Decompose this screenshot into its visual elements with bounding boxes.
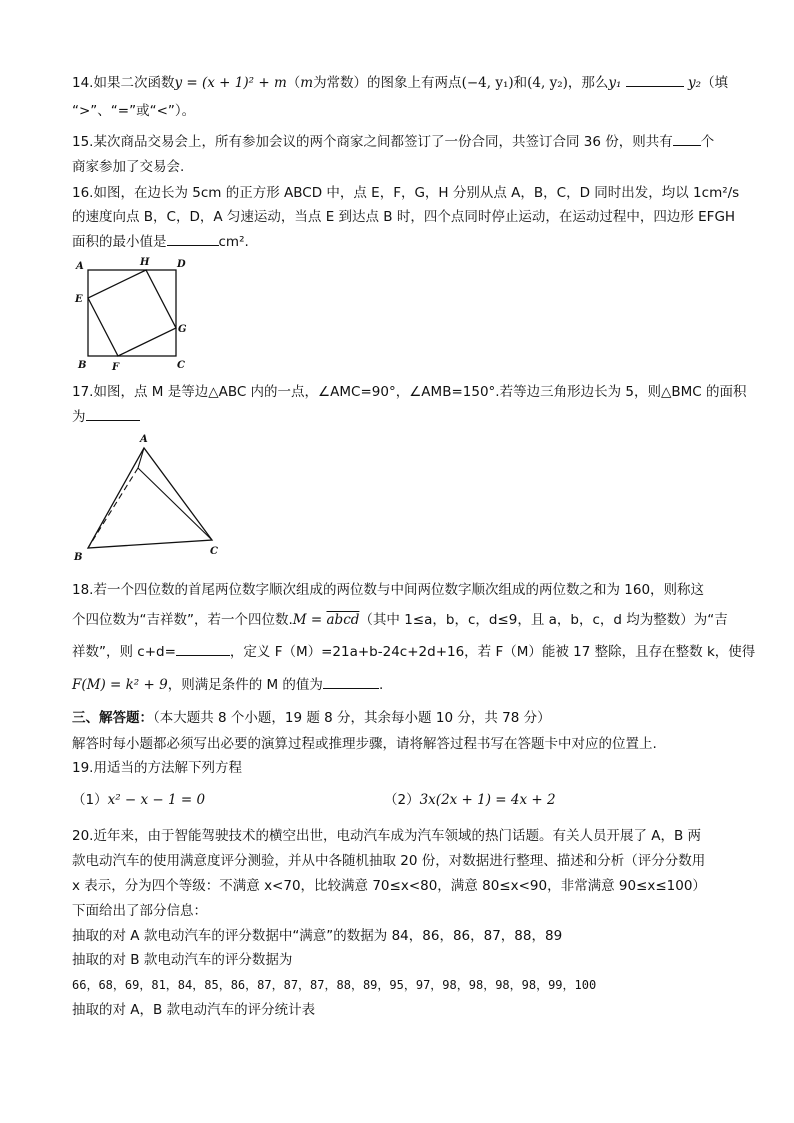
label-c: C [210, 546, 218, 557]
q15-line-1 [72, 131, 714, 152]
q14-y1: y₁ [608, 75, 622, 91]
q19-part-2-label: （2） [384, 792, 420, 808]
triangle-abc [88, 448, 212, 548]
label-g: G [178, 324, 187, 335]
q18-answer-blank-2[interactable] [323, 674, 379, 689]
q18-line-3 [72, 641, 755, 662]
q18-answer-blank-1[interactable] [176, 641, 230, 656]
section-3-header [72, 708, 551, 728]
label-c: C [177, 360, 185, 371]
q20-line-5: 抽取的对 A 款电动汽车的评分数据中“满意”的数据为 84，86，86，87，88，89 [72, 928, 563, 944]
q18-text-5: ，则满足条件的 M 的值为 [167, 677, 323, 693]
q14-text-3: ，那么 [567, 75, 609, 91]
q16-text: 面积的最小值是 [72, 234, 167, 250]
q14-and: 和 [513, 75, 528, 91]
q19-part-2 [384, 790, 556, 810]
q20-line-4: 下面给出了部分信息： [72, 903, 207, 919]
q16-line-2: 的速度向点 B，C，D，A 匀速运动，当点 E 到达点 B 时，四个点同时停止运动，在运动过程中，四边形 EFGH [72, 209, 736, 225]
label-e: E [75, 294, 83, 305]
q14-formula: y = (x + 1)² + m [174, 75, 287, 91]
q17-answer-blank[interactable] [86, 406, 140, 421]
q14-answer-blank[interactable] [626, 72, 684, 87]
q15-line-2: 商家参加了交易会. [72, 159, 185, 175]
q15-text-end: 个 [700, 134, 715, 150]
q18-text-2: （其中 1≤a，b，c，d≤9，且 a，b，c，d 均为整数）为“吉 [359, 612, 728, 628]
q14-line-1 [72, 72, 728, 93]
q14-fill-hint: （填 [701, 75, 729, 91]
label-a: A [76, 261, 84, 272]
q20-line-3: x 表示，分为四个等级：不满意 x<70，比较满意 70≤x<80，满意 80≤x<90，非常满意 90≤x≤100） [72, 878, 706, 894]
q16-square-figure [70, 252, 200, 374]
label-f: F [112, 362, 120, 373]
q18-formula: F(M) = k² + 9 [72, 677, 168, 693]
square-abcd [88, 270, 176, 356]
q18-text-3: 祥数”，则 c+d= [72, 644, 176, 660]
q14-line-2: “>”、“=”或“<”）。 [72, 103, 196, 119]
q19-part-1 [72, 790, 205, 810]
quadrilateral-efgh [88, 270, 176, 356]
q18-line-1: 18.若一个四位数的首尾两位数字顺次组成的两位数与中间两位数字顺次组成的两位数之和为 160，则称这 [72, 582, 705, 598]
label-b: B [74, 552, 83, 563]
q20-line-8: 抽取的对 A，B 款电动汽车的评分统计表 [72, 1002, 316, 1018]
q18-abcd: abcd [326, 612, 360, 628]
q18-line-2 [72, 610, 728, 630]
q17-line-2 [72, 406, 140, 427]
q14-paren: （ [286, 75, 301, 91]
q17-triangle-figure [66, 428, 236, 568]
q14-text-2: 为常数）的图象上有两点 [313, 75, 462, 91]
q17-line-1: 17.如图，点 M 是等边△ABC 内的一点，∠AMC=90°，∠AMB=150°.若等边三角形边长为 5，则△BMC 的面积 [72, 384, 747, 400]
segment-bm [88, 468, 138, 548]
q16-unit: cm². [218, 234, 249, 250]
q18-text: 个四位数为“吉祥数”，若一个四位数. [72, 612, 293, 628]
label-h: H [140, 257, 150, 268]
q19-equation-2: 3x(2x + 1) = 4x + 2 [419, 792, 556, 808]
q20-data-list: 66，68，69，81，84，85，86，87，87，87，88，89，95，97，98，98，98，98，99，100 [72, 978, 597, 992]
q18-line-4 [72, 674, 383, 695]
q19-title: 19.用适当的方法解下列方程 [72, 760, 242, 776]
q15-text: 15.某次商品交易会上，所有参加会议的两个商家之间都签订了一份合同，共签订合同 36 份，则共有 [72, 134, 673, 150]
q17-text: 为 [72, 409, 86, 425]
q14-point-2: (4, y₂) [527, 75, 568, 91]
q15-answer-blank[interactable] [673, 131, 701, 146]
q19-part-1-label: （1） [72, 792, 108, 808]
q20-line-2: 款电动汽车的使用满意度评分测验，并从中各随机抽取 20 份，对数据进行整理、描述和分析（评分分数用 [72, 853, 706, 869]
q14-y2: y₂ [688, 75, 702, 91]
label-d: D [177, 259, 186, 270]
q16-answer-blank[interactable] [167, 231, 219, 246]
q19-equation-1: x² − x − 1 = 0 [107, 792, 206, 808]
q14-text: 14.如果二次函数 [72, 75, 175, 91]
q14-point-1: (−4, y₁) [461, 75, 514, 91]
segment-cm [138, 468, 212, 540]
q18-m-equals: M = [292, 612, 327, 628]
q18-text-4: ，定义 F（M）=21a+b-24c+2d+16，若 F（M）能被 17 整除，且存在整数 k，使得 [229, 644, 756, 660]
section-3-title: 三、解答题： [72, 710, 153, 726]
section-3-note: （本大题共 8 个小题，19 题 8 分，其余每小题 10 分，共 78 分） [153, 710, 551, 726]
q16-line-3 [72, 231, 249, 252]
q16-line-1: 16.如图，在边长为 5cm 的正方形 ABCD 中，点 E，F，G，H 分别从点 A，B，C，D 同时出发，均以 1cm²/s [72, 185, 740, 201]
q18-period: . [378, 677, 384, 693]
label-b: B [78, 360, 87, 371]
q20-line-1: 20.近年来，由于智能驾驶技术的横空出世，电动汽车成为汽车领域的热门话题。有关人员开展了 A，B 两 [72, 828, 702, 844]
section-3-instruction: 解答时每小题都必须写出必要的演算过程或推理步骤，请将解答过程书写在答题卡中对应的位置上. [72, 736, 657, 752]
q20-line-6: 抽取的对 B 款电动汽车的评分数据为 [72, 952, 293, 968]
label-a: A [140, 434, 148, 445]
q14-m-var: m [300, 75, 314, 91]
